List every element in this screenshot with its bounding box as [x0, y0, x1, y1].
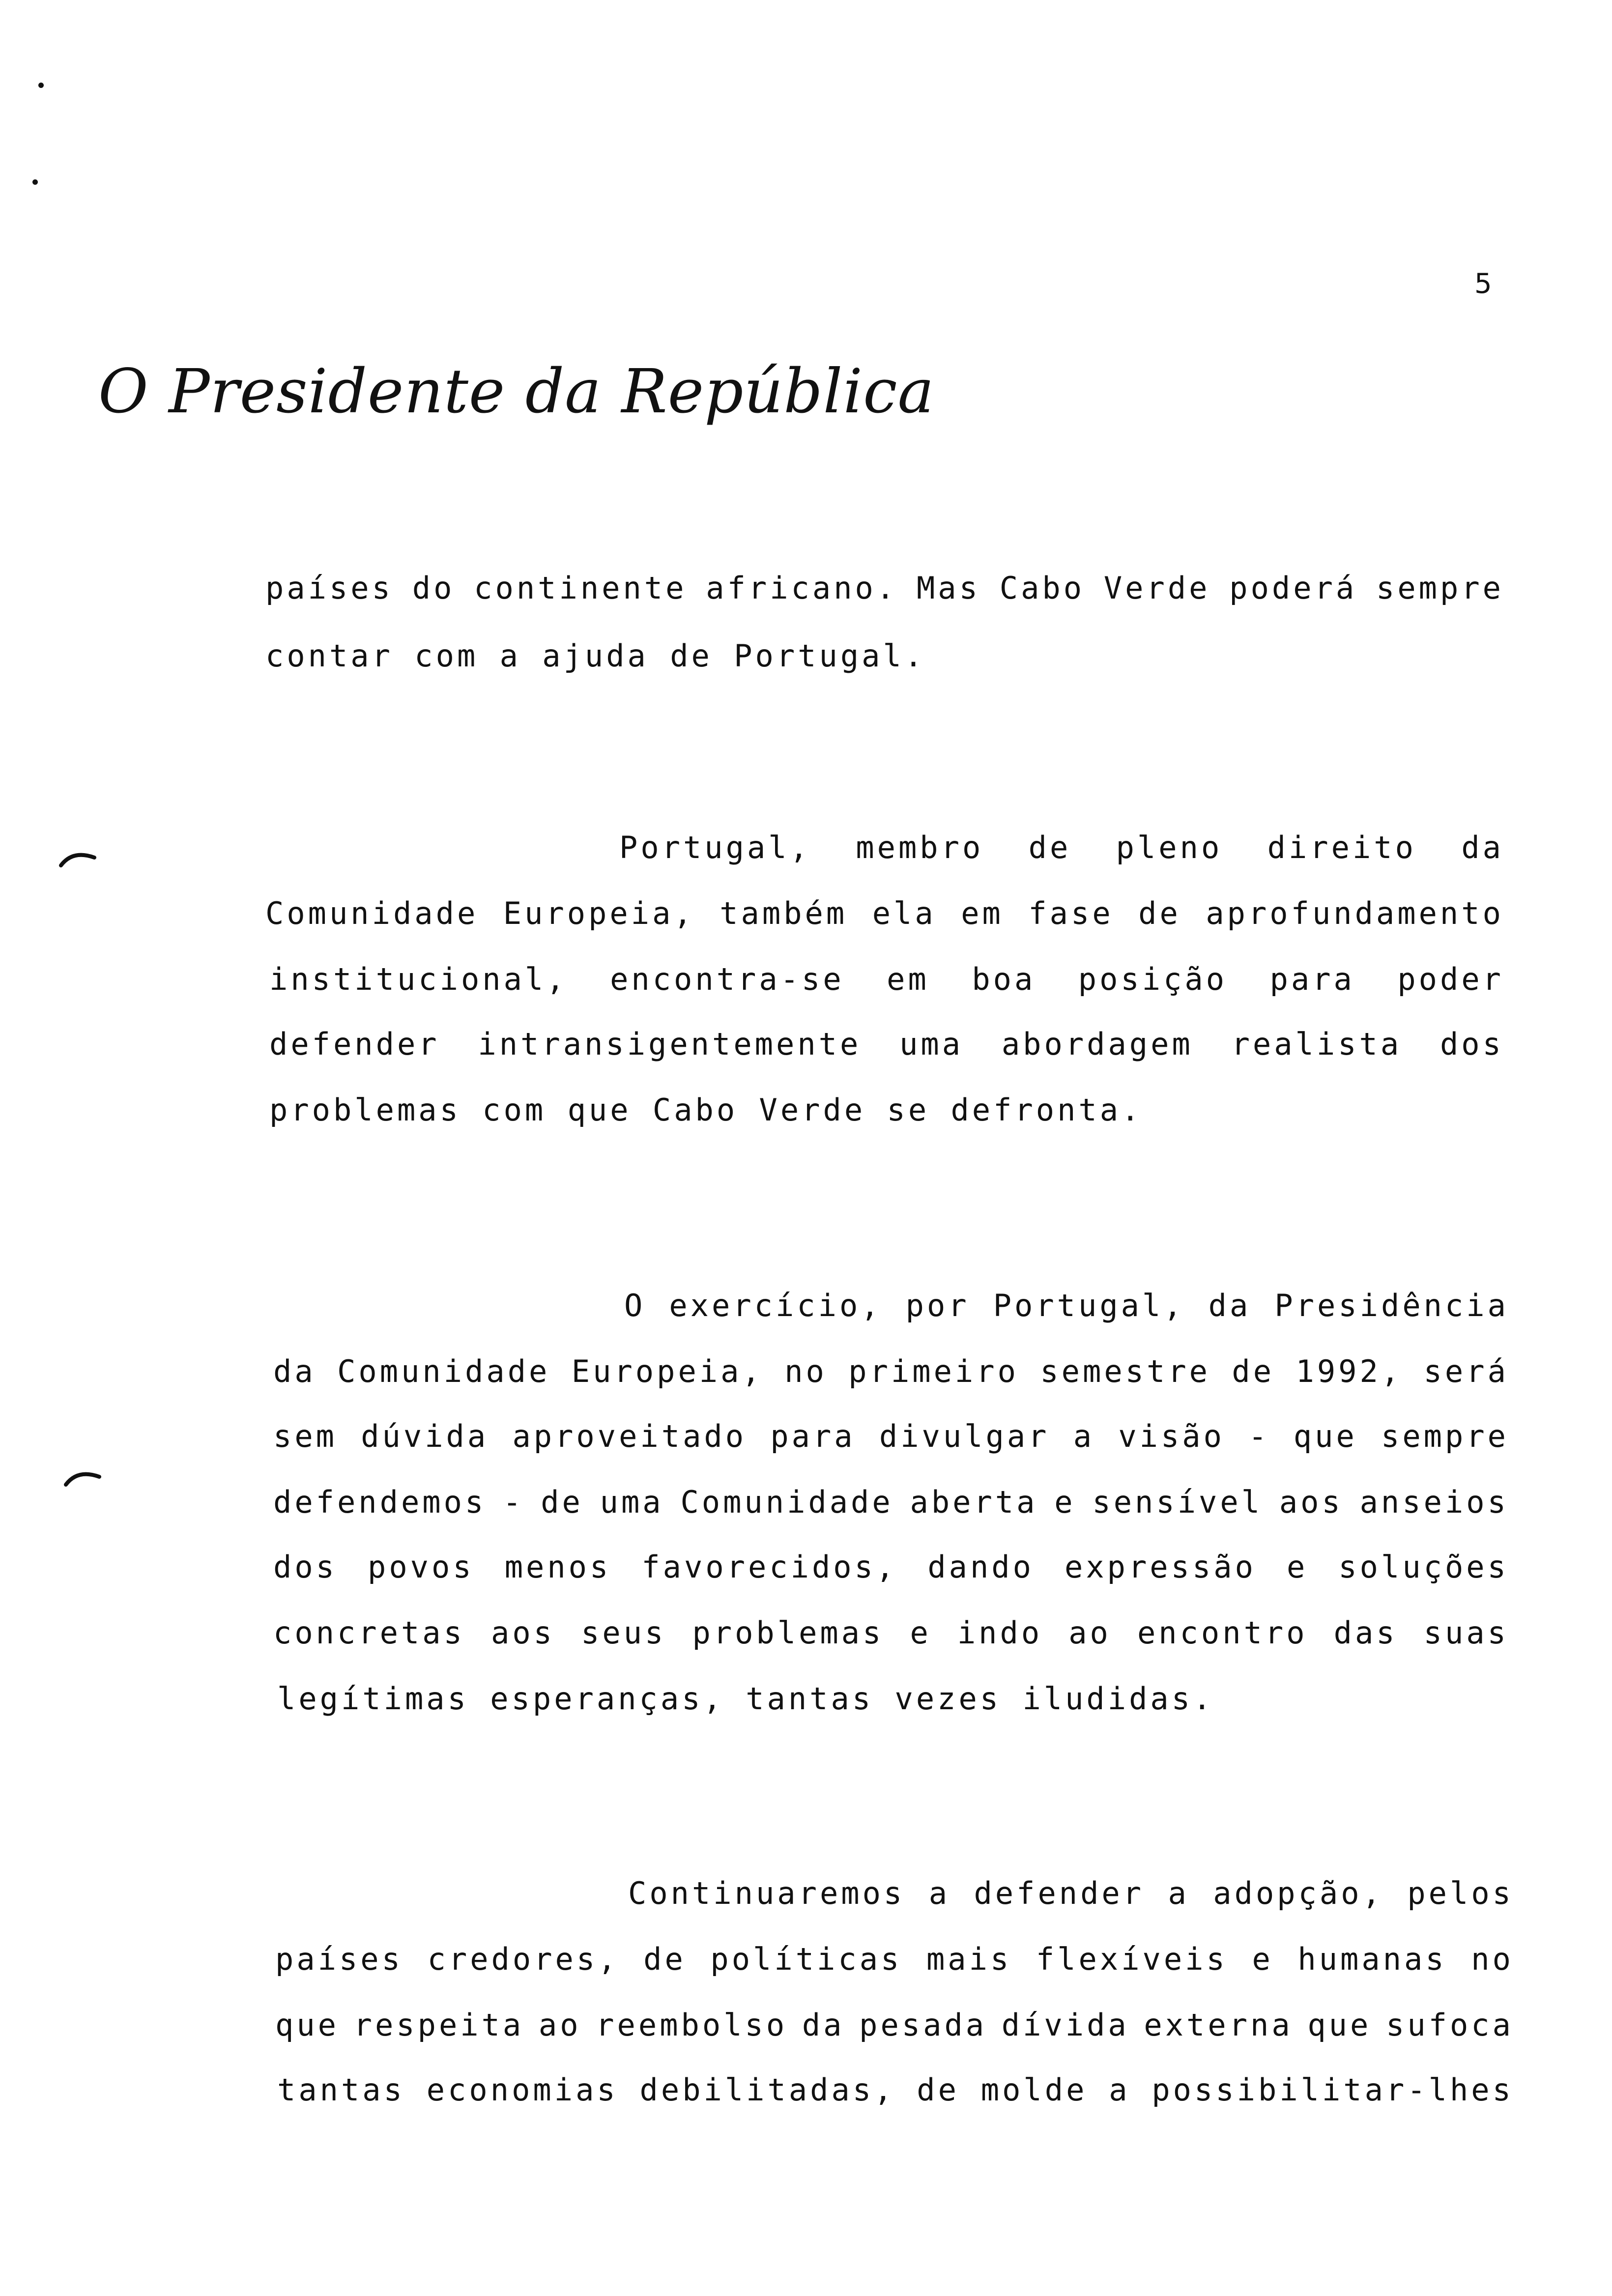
- word: do: [412, 570, 455, 606]
- word: sempre: [1381, 1418, 1509, 1454]
- word: pleno: [1116, 830, 1223, 865]
- word: -: [503, 1484, 524, 1520]
- word: Continuaremos: [628, 1875, 905, 1911]
- page-number: 5: [1474, 268, 1493, 300]
- word: africano.: [706, 570, 898, 606]
- word: seus: [581, 1615, 666, 1651]
- text-line: [273, 1484, 1509, 1520]
- text-line: [628, 1875, 1514, 1911]
- word: países: [265, 570, 393, 606]
- word: divulgar: [879, 1418, 1050, 1454]
- word: e: [1286, 1549, 1308, 1585]
- word: intransigentemente: [478, 1026, 862, 1062]
- word: para: [1269, 961, 1355, 997]
- word: poderá: [1229, 570, 1357, 606]
- word: molde: [980, 2072, 1088, 2108]
- text-line: [275, 1941, 1514, 1977]
- word: boa: [972, 961, 1036, 997]
- word: que: [1293, 1418, 1357, 1454]
- word: ao: [538, 2007, 581, 2043]
- word: sempre: [1376, 570, 1504, 606]
- word: políticas: [710, 1941, 902, 1977]
- text-line: [277, 2072, 1514, 2108]
- word: possibilitar-lhes: [1151, 2072, 1514, 2108]
- word: abordagem: [1001, 1026, 1193, 1062]
- word: de: [1138, 895, 1181, 931]
- word: continente: [474, 570, 687, 606]
- word: Comunidade: [337, 1353, 550, 1389]
- word: sem: [273, 1418, 337, 1454]
- word: sufoca: [1386, 2007, 1514, 2043]
- word: no: [784, 1353, 827, 1389]
- word: humanas: [1297, 1941, 1447, 1977]
- word: expressão: [1065, 1549, 1256, 1585]
- word: Portugal,: [619, 830, 811, 865]
- word: de: [541, 1484, 583, 1520]
- text-line: contar com a ajuda de Portugal.: [265, 638, 926, 674]
- word: Portugal,: [993, 1288, 1185, 1323]
- word: de: [1028, 830, 1071, 865]
- word: menos: [504, 1549, 611, 1585]
- text-line: [269, 1026, 1504, 1062]
- text-line: legítimas esperanças, tantas vezes iludidas.: [277, 1681, 1214, 1717]
- text-line: [273, 1418, 1509, 1454]
- word: suas: [1423, 1615, 1509, 1651]
- word: encontro: [1137, 1615, 1308, 1651]
- word: anseios: [1359, 1484, 1509, 1520]
- word: e: [1054, 1484, 1076, 1520]
- word: aproveitado: [512, 1418, 747, 1454]
- word: debilitadas,: [639, 2072, 895, 2108]
- word: concretas: [273, 1615, 465, 1651]
- punch-hole-mark: [63, 1467, 102, 1487]
- word: poder: [1397, 961, 1504, 997]
- word: povos: [368, 1549, 474, 1585]
- word: em: [887, 961, 929, 997]
- word: que: [1307, 2007, 1372, 2043]
- word: que: [275, 2007, 339, 2043]
- word: fase: [1028, 895, 1114, 931]
- word: dos: [1439, 1026, 1504, 1062]
- word: defendemos: [273, 1484, 487, 1520]
- word: sensível: [1092, 1484, 1263, 1520]
- word: 1992,: [1295, 1353, 1403, 1389]
- word: defender: [974, 1875, 1145, 1911]
- word: uma: [600, 1484, 664, 1520]
- word: Verde: [1103, 570, 1210, 606]
- word: aos: [1279, 1484, 1343, 1520]
- word: a: [928, 1875, 950, 1911]
- text-line: [273, 1549, 1509, 1585]
- word: e: [1252, 1941, 1273, 1977]
- word: para: [770, 1418, 856, 1454]
- word: realista: [1231, 1026, 1402, 1062]
- word: pesada: [859, 2007, 987, 2043]
- text-line: [273, 1353, 1509, 1389]
- word: dívida: [1001, 2007, 1129, 2043]
- word: O: [624, 1288, 646, 1323]
- word: encontra-se: [610, 961, 844, 997]
- word: aos: [491, 1615, 555, 1651]
- word: da: [1461, 830, 1504, 865]
- word: a: [1109, 2072, 1130, 2108]
- word: Comunidade: [265, 895, 479, 931]
- text-line: [273, 1615, 1509, 1651]
- text-line: [619, 830, 1504, 865]
- word: aprofundamento: [1206, 895, 1504, 931]
- word: ao: [1068, 1615, 1111, 1651]
- word: exercício,: [669, 1288, 882, 1323]
- word: adopção,: [1213, 1875, 1383, 1911]
- word: a: [1168, 1875, 1189, 1911]
- text-line: [265, 570, 1504, 606]
- word: de: [917, 2072, 959, 2108]
- word: uma: [899, 1026, 964, 1062]
- word: países: [275, 1941, 403, 1977]
- word: da: [273, 1353, 316, 1389]
- word: direito: [1267, 830, 1416, 865]
- word: flexíveis: [1036, 1941, 1228, 1977]
- word: da: [1208, 1288, 1251, 1323]
- word: institucional,: [269, 961, 568, 997]
- word: pelos: [1407, 1875, 1514, 1911]
- word: semestre: [1040, 1353, 1210, 1389]
- word: primeiro: [848, 1353, 1019, 1389]
- word: indo: [957, 1615, 1043, 1651]
- word: será: [1423, 1353, 1509, 1389]
- text-line: [275, 2007, 1514, 2043]
- word: soluções: [1338, 1549, 1509, 1585]
- word: de: [643, 1941, 686, 1977]
- word: a: [1073, 1418, 1095, 1454]
- text-line: [269, 961, 1504, 997]
- punch-hole-mark: [58, 848, 97, 867]
- margin-dot: [38, 83, 44, 88]
- word: Cabo: [999, 570, 1085, 606]
- word: -: [1248, 1418, 1270, 1454]
- word: da: [802, 2007, 845, 2043]
- word: dos: [273, 1549, 337, 1585]
- word: no: [1471, 1941, 1514, 1977]
- word: problemas: [692, 1615, 884, 1651]
- text-line: [624, 1288, 1509, 1323]
- word: Mas: [916, 570, 980, 606]
- word: dando: [927, 1549, 1034, 1585]
- word: também: [720, 895, 848, 931]
- word: por: [905, 1288, 970, 1323]
- word: Europeia,: [571, 1353, 763, 1389]
- word: visão: [1118, 1418, 1225, 1454]
- word: dúvida: [361, 1418, 489, 1454]
- word: de: [1232, 1353, 1275, 1389]
- word: defender: [269, 1026, 440, 1062]
- word: ela: [872, 895, 936, 931]
- word: respeita: [353, 2007, 524, 2043]
- margin-dot: [32, 179, 38, 185]
- letterhead-signature: O Presidente da República: [98, 356, 935, 427]
- word: e: [910, 1615, 931, 1651]
- word: reembolso: [596, 2007, 788, 2043]
- word: tantas: [277, 2072, 405, 2108]
- text-line: problemas com que Cabo Verde se defronta.: [269, 1092, 1143, 1128]
- word: externa: [1144, 2007, 1293, 2043]
- text-line: [265, 895, 1504, 931]
- word: aberta: [910, 1484, 1038, 1520]
- word: mais: [926, 1941, 1012, 1977]
- word: em: [961, 895, 1004, 931]
- word: membro: [856, 830, 984, 865]
- word: economias: [426, 2072, 618, 2108]
- word: Presidência: [1274, 1288, 1509, 1323]
- word: posição: [1078, 961, 1228, 997]
- word: Comunidade: [680, 1484, 893, 1520]
- word: Europeia,: [503, 895, 695, 931]
- word: das: [1333, 1615, 1398, 1651]
- word: credores,: [427, 1941, 619, 1977]
- word: favorecidos,: [641, 1549, 897, 1585]
